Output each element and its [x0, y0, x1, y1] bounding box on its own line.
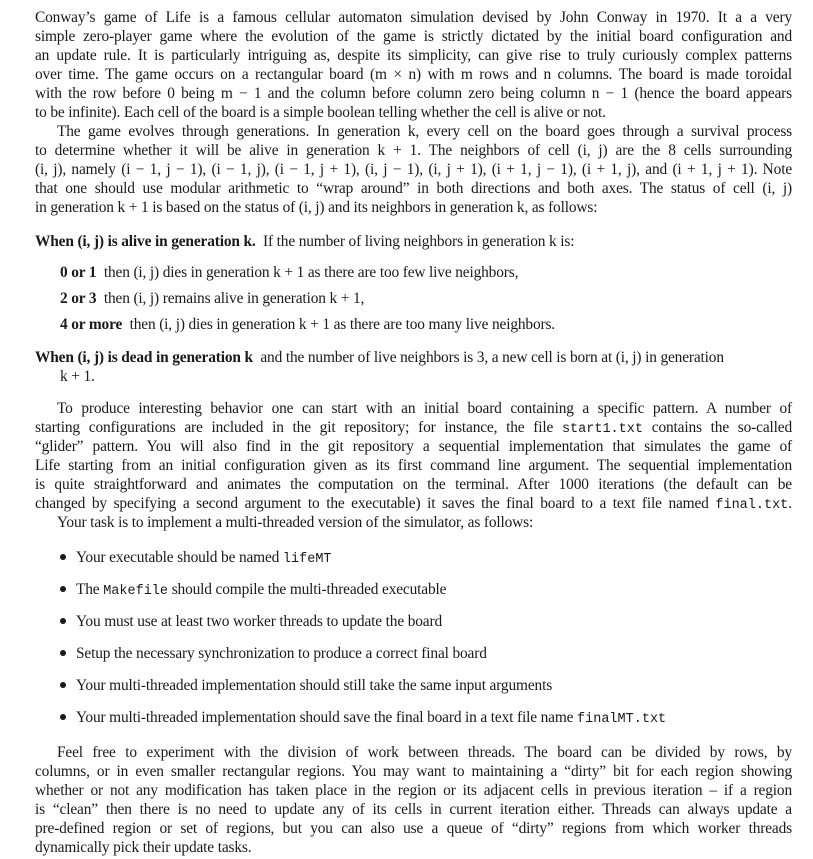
list-item: [60, 708, 666, 727]
text-line: is quite straightforward and animates the computation on the terminal. After 1000 iterations (the default can be: [35, 476, 792, 493]
rule-case-term: 2 or 3: [60, 290, 97, 307]
text-line: to determine whether it will be alive in generation k + 1. The neighbors of cell (i, j) are the 8 cells surrounding: [35, 142, 792, 159]
text-line: Conway’s game of Life is a famous cellular automaton simulation devised by John Conway in 1970. It a a very: [35, 9, 792, 26]
text-line: Feel free to experiment with the division of work between threads. The board can be divided by rows, by: [57, 744, 792, 761]
text-line: The game evolves through generations. In generation k, every cell on the board goes through a survival process: [57, 123, 792, 140]
text-line: [35, 418, 792, 437]
rule-dead-term: When (i, j) is dead in generation k: [35, 349, 253, 366]
list-item: [60, 612, 442, 631]
bullet-icon: [60, 586, 66, 592]
list-item: [60, 548, 332, 567]
text-line: “glider” pattern. You will also find in the git repository a sequential implementation that simulates the game of: [35, 438, 792, 455]
task-intro: Your task is to implement a multi-threaded version of the simulator, as follows:: [57, 514, 534, 531]
text-line: dynamically pick their update tasks.: [35, 839, 252, 856]
rule-case: [60, 289, 364, 308]
bullet-icon: [60, 650, 66, 656]
text-span: starting configurations are included in the git repository; for instance, the file: [35, 419, 554, 436]
code-span: Makefile: [103, 584, 168, 599]
rule-case: [60, 263, 518, 282]
bullet-icon: [60, 682, 66, 688]
text-span: You must use at least two worker threads to update the board: [76, 613, 443, 630]
text-line: over time. The game occurs on a rectangular board (m × n) with m rows and n columns. The board is made toroidal: [35, 66, 792, 83]
bullet-icon: [60, 554, 66, 560]
text-span: contains the so-called: [651, 419, 792, 436]
text-line: [35, 494, 792, 513]
text-span: Your executable should be named: [76, 549, 283, 566]
rule-dead-description: and the number of live neighbors is 3, a new cell is born at (i, j) in generation: [260, 349, 724, 366]
bullet-icon: [60, 618, 66, 624]
text-line: whether or not any modification has taken place in the region or its adjacent cells in previous iteration – if a region: [35, 782, 792, 799]
text-span: The: [76, 581, 104, 598]
text-line: an update rule. It is particularly intriguing as, despite its simplicity, can give rise to truly curiously complex patterns: [35, 47, 792, 64]
rule-alive-term: When (i, j) is alive in generation k.: [35, 233, 256, 250]
text-line: that one should use modular arithmetic to “wrap around” in both directions and both axes. The status of cell (i, j): [35, 180, 792, 197]
text-line: is “clean” then there is no need to update any of its cells in current iteration either. Threads can always update a: [35, 801, 792, 818]
text-line: To produce interesting behavior one can start with an initial board containing a specific pattern. A number of: [57, 400, 792, 417]
rule-alive: [35, 232, 574, 251]
list-item: [60, 644, 487, 663]
text-span: Your multi-threaded implementation should still take the same input arguments: [76, 677, 553, 694]
list-item: [60, 580, 446, 599]
text-span: Setup the necessary synchronization to produce a correct final board: [76, 645, 487, 662]
code-span: finalMT.txt: [577, 712, 667, 727]
text-line: columns, or in even smaller rectangular regions. You may want to maintaining a “dirty” bit for each region showing: [35, 763, 792, 780]
rule-dead: [35, 348, 792, 367]
rule-case-text: then (i, j) dies in generation k + 1 as there are too many live neighbors.: [129, 316, 556, 333]
list-item: [60, 676, 552, 695]
text-span: .: [788, 495, 792, 512]
text-line: Life starting from an initial configuration given as its first command line argument. The sequential implementation: [35, 457, 792, 474]
code-span: lifeMT: [282, 552, 332, 567]
bullet-icon: [60, 714, 66, 720]
filename-code: start1.txt: [561, 422, 643, 437]
text-line: pre-defined region or set of regions, but you can also use a queue of “dirty” regions from which worker threads: [35, 820, 792, 837]
rule-alive-description: If the number of living neighbors in generation k is:: [263, 233, 575, 250]
filename-code: final.txt: [715, 498, 789, 513]
rule-case-text: then (i, j) remains alive in generation k + 1,: [103, 290, 365, 307]
text-span: changed by specifying a second argument to the executable) it saves the final board to a text file named: [35, 495, 709, 512]
text-line: in generation k + 1 is based on the status of (i, j) and its neighbors in generation k, as follows:: [35, 199, 598, 216]
text-line: with the row before 0 being m − 1 and the column before column zero being column n − 1 (hence the board appears: [35, 85, 792, 102]
text-span: should compile the multi-threaded executable: [168, 581, 447, 598]
rule-case-term: 0 or 1: [60, 264, 97, 281]
text-line: (i, j), namely (i − 1, j − 1), (i − 1, j), (i − 1, j + 1), (i, j − 1), (i, j + 1), (i + 1, j − 1), (i + 1, j), and (i + 1, j + 1). Note: [35, 161, 792, 178]
rule-case-text: then (i, j) dies in generation k + 1 as there are too few live neighbors,: [103, 264, 519, 281]
rule-case-term: 4 or more: [60, 316, 123, 333]
text-line: to be infinite). Each cell of the board is a simple boolean telling whether the cell is alive or not.: [35, 104, 606, 121]
rule-dead-continuation: k + 1.: [60, 368, 95, 385]
rule-case: [60, 315, 555, 334]
text-span: Your multi-threaded implementation should save the final board in a text file name: [76, 709, 578, 726]
text-line: simple zero-player game where the evolution of the game is strictly dictated by the initial board configuration and: [35, 28, 792, 45]
